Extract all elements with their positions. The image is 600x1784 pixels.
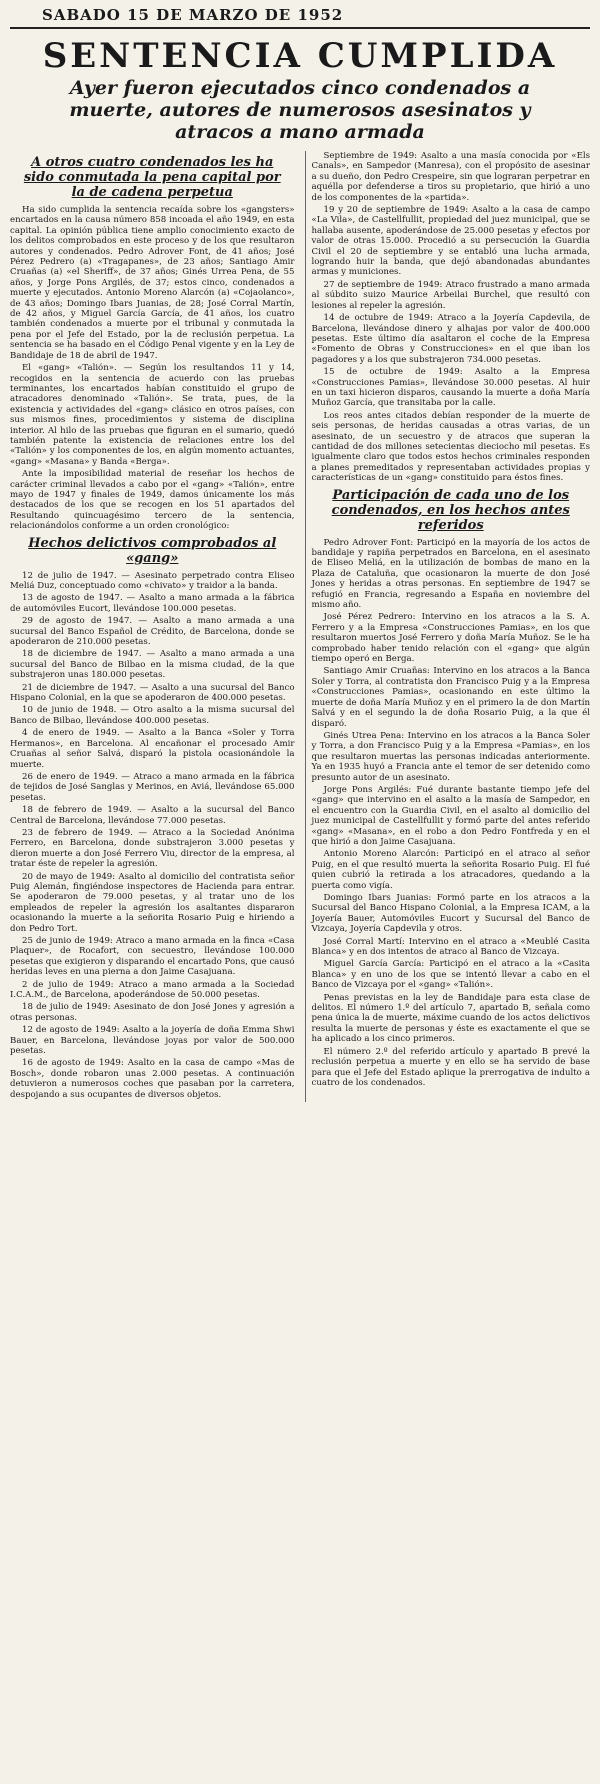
event-entry: 23 de febrero de 1949. — Atraco a la Sociedad Anónima Ferrero, en Barcelona, donde substrajeron 3.000 pesetas y dieron muerte a don José Ferrero Viu, director de la empresa, al tratar éste de repeler la agresión.	[10, 827, 295, 870]
participation-section-title: Participación de cada uno de los condenados, en los hechos antes referidos	[331, 487, 570, 533]
participation-entry: José Corral Martí: Intervino en el atraco a «Meublé Casita Blanca» y en dos intentos de atraco al Banco de Vizcaya.	[311, 936, 590, 958]
participation-entry: Santiago Amir Cruañas: Intervino en los atracos a la Banca Soler y Torra, al contratista don Francisco Puig y a la Empresa «Construcciones Pamias», ocasionando en este último la muerte de doña María Muñoz y en el primero la de don Martín Salvá y en el segundo la de doña Rosario Puig, a la que él disparó.	[311, 666, 590, 729]
event-entry: 18 de febrero de 1949. — Asalto a la sucursal del Banco Central de Barcelona, llevándose 77.000 pesetas.	[10, 805, 295, 826]
event-entry: 16 de agosto de 1949: Asalto en la casa de campo «Mas de Bosch», donde robaron unas 2.000 pesetas. A continuación detuvieron a numerosos coches que pasaban por la carretera, despojando a sus ocupantes de diversos objetos.	[10, 1058, 295, 1100]
headline: SENTENCIA CUMPLIDA	[42, 36, 558, 76]
event-entry: 4 de enero de 1949. — Asalto a la Banca «Soler y Torra Hermanos», en Barcelona. Al encañonar el procesado Amir Cruañas al señor Salvá, disparó la pistola ocasionándole la muerte.	[10, 728, 295, 770]
right-events	[312, 151, 591, 484]
event-entry: 12 de agosto de 1949: Asalto a la joyería de doña Emma Shwi Bauer, en Barcelona, llevándose joyas por valor de 500.000 pesetas.	[10, 1025, 295, 1057]
event-entry: 12 de julio de 1947. — Asesinato perpetrado contra Eliseo Meliá Duz, conceptuado como «chivato» y traidor a la banda.	[10, 570, 295, 591]
event-entry: 18 de diciembre de 1947. — Asalto a mano armada a una sucursal del Banco de Bilbao en la misma ciudad, de la que substrajeron unas 180.000 pesetas.	[10, 649, 295, 681]
participation-entry: José Pérez Pedrero: Intervino en los atracos a la S. A. Ferrero y a la Empresa «Construcciones Pamias», en los que resultaron muertos José Ferrero y doña María Muñoz. Se le ha comprobado haber tenido relación con el «gang» que algún tiempo operó en Berga.	[311, 612, 590, 665]
event-entry: 13 de agosto de 1947. — Asalto a mano armada a la fábrica de automóviles Eucort, llevándose 100.000 pesetas.	[10, 593, 295, 614]
event-entry: 20 de mayo de 1949: Asalto al domicilio del contratista señor Puig Alemán, fingiéndose inspectores de Hacienda para entrar. Se apoderaron de 79.000 pesetas, y al tratar uno de los empleados de repeler la agresión los asaltantes dispararon ocasionando la muerte a la señorita Rosario Puig e hiriendo a don Pedro Tort.	[10, 871, 295, 934]
right-column	[305, 151, 591, 1102]
participation-entry: Miguel García García: Participó en el atraco a la «Casita Blanca» y en uno de los que se intentó llevar a cabo en el Banco de Vizcaya por el «gang» «Talión».	[311, 959, 590, 991]
events-section-title: Hechos delictivos comprobados al «gang»	[28, 535, 277, 566]
event-entry: Septiembre de 1949: Asalto a una masía conocida por «Els Canals», en Sampedor (Manresa), con el propósito de asesinar a su dueño, don Pedro Crespeire, sin que lograran perpetrar en aquélla por defenderse a tiros su propietario, que hirió a uno de los componentes de la «partida».	[311, 151, 590, 203]
article-paragraph: Ha sido cumplida la sentencia recaída sobre los «gangsters» encartados en la causa número 858 incoada el año 1949, en esta capital. La opinión pública tiene amplio conocimiento exacto de los delitos comprobados en este proceso y de los que resultaron autores y condenados. Pedro Adrover Font, de 41 años; José Pérez Pedrero (a) «Tragapanes», de 23 años; Santiago Amir Cruañas (a) «el Sheriff», de 37 años; Ginés Urrea Pena, de 55 años, y Jorge Pons Argilés, de 37; estos cinco, condenados a muerte y ejecutados. Antonio Moreno Alarcón (a) «Cojaolanco», de 43 años; Domingo Ibars Juanias, de 28; José Corral Martín, de 42 años, y Miguel García García, de 41 años, los cuatro también condenados a muerte por el tribunal y conmutada la pena por el Jefe del Estado, por la de reclusión perpetua. La sentencia se ha basado en el Código Penal vigente y en la Ley de Bandidaje de 18 de abril de 1947.	[10, 205, 295, 361]
left-column	[10, 151, 295, 1102]
event-entry: 21 de diciembre de 1947. — Asalto a una sucursal del Banco Hispano Colonial, en la que se apoderaron de 400.000 pesetas.	[10, 682, 295, 704]
article-paragraph: El «gang» «Talión». — Según los resultandos 11 y 14, recogidos en la sentencia de acuerdo con las pruebas terminantes, los encartados habían constituido el grupo de atracadores denominado «Talión». Se trata, pues, de la existencia y actividades del «gang» clásico en otros países, con sus mismos fines, procedimientos y sistema de disciplina interior. Al hilo de las pruebas que figuran en el sumario, quedó también patente la existencia de relaciones entre los del «Talión» y los componentes de los, en algún momento actuantes, «gang» «Masana» y Banda «Berga».	[10, 363, 295, 467]
participation-entry: El número 2.º del referido artículo y apartado B prevé la reclusión perpetua a muerte y en ello se ha servido de base para que el Jefe del Estado aplique la prerrogativa de indulto a cuatro de los condenados.	[311, 1046, 590, 1088]
participation-entry: Domingo Ibars Juanias: Formó parte en los atracos a la Sucursal del Banco Hispano Colonial, a la Empresa ICAM, a la Joyería Bauer, Automóviles Eucort y Sucursal del Banco de Vizcaya, Joyería Capdevila y otros.	[311, 893, 590, 935]
event-entry: Los reos antes citados debían responder de la muerte de seis personas, de heridas causadas a otras varias, de un asesinato, de un secuestro y de atracos que superan la cantidad de dos millones setecientas dieciocho mil pesetas. Es igualmente claro que todos estos hechos criminales responden a planes premeditados y representaban actividades propias y características de un «gang» constituido para éstos fines.	[311, 410, 590, 484]
dateline: SABADO 15 DE MARZO DE 1952	[10, 4, 590, 29]
event-entry: 26 de enero de 1949. — Atraco a mano armada en la fábrica de tejidos de José Sanglas y Merinos, en Aviá, llevándose 65.000 pesetas.	[10, 771, 295, 803]
event-entry: 25 de junio de 1949: Atraco a mano armada en la finca «Casa Plaquer», de Rocafort, con secuestro, llevándose 100.000 pesetas que exigieron y disparando el encartado Pons, que causó heridas leves en una pierna a don Jaime Casajuana.	[10, 936, 295, 978]
left-events	[10, 571, 295, 1101]
event-entry: 27 de septiembre de 1949: Atraco frustrado a mano armada al súbdito suizo Maurice Arbeilai Burchel, que resultó con lesiones al repeler la agresión.	[311, 279, 590, 311]
participation-entry: Antonio Moreno Alarcón: Participó en el atraco al señor Puig, en el que resultó muerta la señorita Rosario Puig. El fué quien cubrió la retirada a los atracadores, quedando a la puerta como vigía.	[311, 849, 590, 891]
event-entry: 18 de julio de 1949: Asesinato de don José Jones y agresión a otras personas.	[10, 1002, 295, 1023]
event-entry: 14 de octubre de 1949: Atraco a la Joyería Capdevila, de Barcelona, llevándose dinero y alhajas por valor de 400.000 pesetas. Este último día asaltaron el coche de la Empresa «Fomento de Obras y Construcciones» en el que iban los pagadores y a los que substrajeron 734.000 pesetas.	[311, 313, 590, 365]
left-section-title: A otros cuatro condenados les ha sido conmutada la pena capital por la de cadena perpetua	[23, 155, 281, 200]
participation-entry: Pedro Adrover Font: Participó en la mayoría de los actos de bandidaje y rapiña perpetrados en Barcelona, en el asesinato de Eliseo Meliá, en la utilización de bombas de mano en la Plaza de Cataluña, que ocasionaron la muerte de don José Jones y heridas a otras personas. En septiembre de 1947 se refugió en Francia, regresando a España en noviembre del mismo año.	[311, 537, 590, 611]
participation-entry: Jorge Pons Argilés: Fué durante bastante tiempo jefe del «gang» que intervino en el asalto a la masía de Sampedor, en el encuentro con la Guardia Civil, en el asalto al domicilio del juez municipal de Castellfullit y formó parte del antes referido «gang» «Masana», en el robo a don Pedro Fontfreda y en el que hirió a don Jaime Casajuana.	[311, 784, 590, 847]
event-entry: 15 de octubre de 1949: Asalto a la Empresa «Construcciones Pamias», llevándose 30.000 pesetas. Al huir en un taxi hicieron disparos, causando la muerte a doña María Muñoz García, que transitaba por la calle.	[311, 367, 590, 409]
event-entry: 2 de julio de 1949: Atraco a mano armada a la Sociedad I.C.A.M., de Barcelona, apoderándose de 50.000 pesetas.	[10, 979, 295, 1001]
participation-paragraphs	[312, 538, 591, 1089]
article-columns	[10, 151, 590, 1102]
event-entry: 19 y 20 de septiembre de 1949: Asalto a la casa de campo «La Vila», de Castellfullit, propiedad del juez municipal, que se hallaba ausente, apoderándose de 25.000 pesetas y efectos por valor de otras 15.000. Procedió a su persecución la Guardia Civil el 20 de septiembre y se entabló una lucha armada, logrando huir la banda, que dejó abandonadas abundantes armas y municiones.	[311, 205, 590, 278]
participation-entry: Ginés Utrea Pena: Intervino en los atracos a la Banca Soler y Torra, a don Francisco Puig y a la Empresa «Pamias», en los que resultaron muertas las personas indicadas anteriormente. Ya en 1935 huyó a Francia ante el temor de ser detenido como presunto autor de un asesinato.	[311, 730, 590, 783]
event-entry: 10 de junio de 1948. — Otro asalto a la misma sucursal del Banco de Bilbao, llevándose 400.000 pesetas.	[10, 705, 295, 726]
article-paragraph: Ante la imposibilidad material de reseñar los hechos de carácter criminal llevados a cabo por el «gang» «Talión», entre mayo de 1947 y finales de 1949, damos únicamente los más destacados de los que se recogen en los 51 apartados del Resultando quincuagésimo tercero de la sentencia, relacionándolos conforme a un orden cronológico:	[10, 469, 295, 532]
event-entry: 29 de agosto de 1947. — Asalto a mano armada a una sucursal del Banco Español de Crédito, de Barcelona, donde se apoderaron de 210.000 pesetas.	[10, 616, 295, 648]
left-paragraphs	[10, 205, 295, 532]
subheadline: Ayer fueron ejecutados cinco condenados a muerte, autores de numerosos asesinatos y atracos a mano armada	[69, 77, 531, 143]
participation-entry: Penas previstas en la ley de Bandidaje para esta clase de delitos. El número 1.º del artículo 7, apartado B, señala como pena única la de muerte, máxime cuando de los actos delictivos resulta la muerte de personas y éste es exactamente el que se ha aplicado a los cinco primeros.	[311, 992, 590, 1045]
